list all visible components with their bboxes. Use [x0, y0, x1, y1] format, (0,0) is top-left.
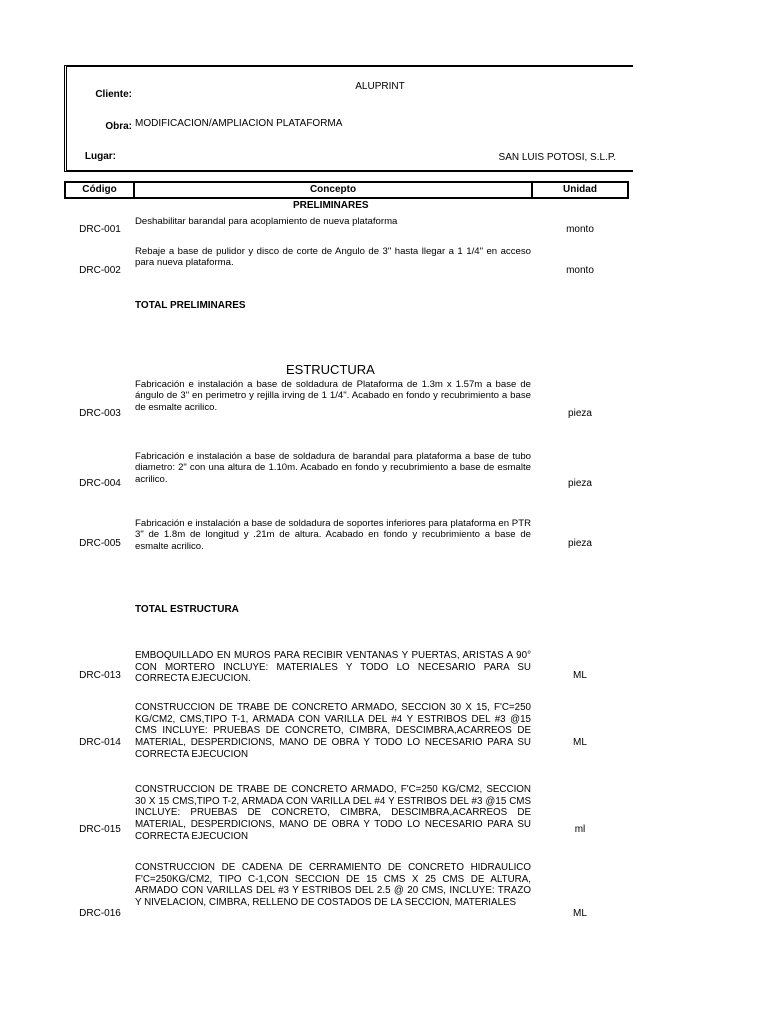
item-unit: monto [566, 224, 594, 235]
lugar-label: Lugar: [84, 151, 116, 162]
item-description: EMBOQUILLADO EN MUROS PARA RECIBIR VENTANAS Y PUERTAS, ARISTAS A 90° CON MORTERO INCLUYE: MATERIALES Y TODO LO NECESARIO PARA SU CORRECTA EJECUCION. [135, 650, 531, 685]
item-unit: ML [573, 670, 587, 681]
item-unit: ml [574, 824, 586, 835]
item-unit: ML [573, 737, 587, 748]
obra-label: Obra: [105, 121, 132, 132]
item-description: Fabricación e instalación a base de soldadura de Plataforma de 1.3m x 1.57m a base de ángulo de 3" en perimetro y rejilla irving de 1 1/4". Acabado en fondo y recubrimiento a base de esmalte acrilico. [135, 379, 531, 413]
obra-value: MODIFICACION/AMPLIACION PLATAFORMA [135, 118, 343, 129]
column-header-codigo: Código [64, 181, 135, 199]
item-unit: pieza [568, 478, 592, 489]
section-title-estructura: ESTRUCTURA [286, 362, 375, 377]
item-description: Fabricación e instalación a base de soldadura de soportes inferiores para plataforma en PTR 3" de 1.8m de longitud y .21m de altura. Acabado en fondo y recubrimiento a base de esmalte acrilico. [135, 518, 531, 552]
item-code: DRC-013 [79, 670, 121, 681]
item-description: CONSTRUCCION DE CADENA DE CERRAMIENTO DE CONCRETO HIDRAULICO F'C=250KG/CM2, TIPO C-1,CON SECCION DE 15 CMS X 25 CMS DE ALTURA, ARMADO CON VARILLAS DEL #3 Y ESTRIBOS DEL 2.5 @ 20 CMS, INCLUYE: TRAZO Y NIVELACION, CIMBRA, RELLENO DE COSTADOS DE LA SECCION, MATERIALES [135, 862, 531, 909]
lugar-value: SAN LUIS POTOSI, S.L.P. [498, 152, 616, 163]
item-code: DRC-015 [79, 824, 121, 835]
item-code: DRC-003 [79, 408, 121, 419]
item-code: DRC-004 [79, 478, 121, 489]
item-unit: ML [573, 908, 587, 919]
item-description: Rebaje a base de pulidor y disco de corte de Angulo de 3" hasta llegar a 1 1/4" en acceso para nueva plataforma. [135, 246, 531, 269]
item-unit: pieza [568, 408, 592, 419]
item-code: DRC-014 [79, 737, 121, 748]
section-title-preliminares: PRELIMINARES [293, 200, 369, 211]
column-header-unidad: Unidad [531, 181, 629, 199]
column-header-concepto: Concepto [133, 181, 533, 199]
item-code: DRC-005 [79, 538, 121, 549]
total-estructura: TOTAL ESTRUCTURA [135, 604, 239, 615]
item-description: CONSTRUCCION DE TRABE DE CONCRETO ARMADO, F'C=250 KG/CM2, SECCION 30 X 15 CMS,TIPO T-2, ARMADA CON VARILLA DEL #4 Y ESTRIBOS DEL #3 @15 CMS INCLUYE: PRUEBAS DE CONCRETO, CIMBRA, DESCIMBRA,ACARREOS DE MATERIAL, DESPERDICIONS, MANO DE OBRA Y TODO LO NECESARIO PARA SU CORRECTA EJECUCION [135, 784, 531, 842]
item-description: Fabricación e instalación a base de soldadura de barandal para plataforma a base de tubo diametro: 2" con una altura de 1.10m. Acabado en fondo y recubrimiento a base de esmalte acrilico. [135, 451, 531, 485]
item-code: DRC-001 [79, 224, 121, 235]
item-unit: pieza [568, 538, 592, 549]
item-description: CONSTRUCCION DE TRABE DE CONCRETO ARMADO, SECCION 30 X 15, F'C=250 KG/CM2, CMS,TIPO T-1, ARMADA CON VARILLA DEL #4 Y ESTRIBOS DEL #3 @15 CMS INCLUYE: PRUEBAS DE CONCRETO, CIMBRA, DESCIMBRA,ACARREOS DE MATERIAL, DESPERDICIONS, MANO DE OBRA Y TODO LO NECESARIO PARA SU CORRECTA EJECUCION [135, 702, 531, 760]
cliente-value: ALUPRINT [355, 81, 405, 92]
item-code: DRC-002 [79, 265, 121, 276]
item-description: Deshabilitar barandal para acoplamiento de nueva plataforma [135, 216, 398, 227]
cliente-label: Cliente: [95, 89, 132, 100]
item-code: DRC-016 [79, 908, 121, 919]
total-preliminares: TOTAL PRELIMINARES [135, 300, 246, 311]
item-unit: monto [566, 265, 594, 276]
